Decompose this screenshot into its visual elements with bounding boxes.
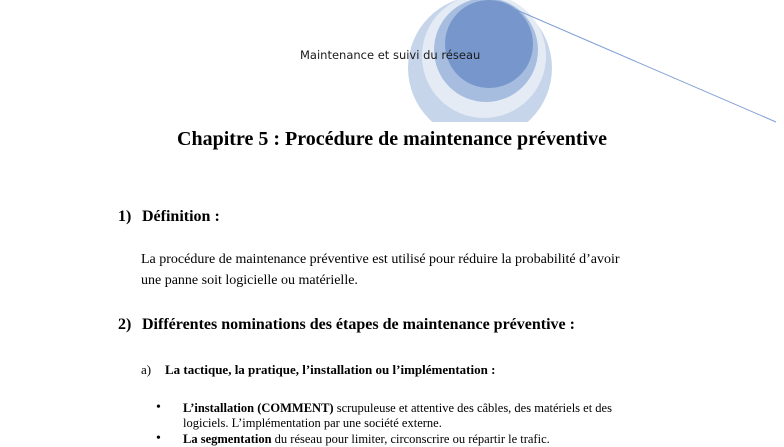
paragraph-line: une panne soit logicielle ou matérielle.: [141, 273, 358, 288]
subsection-letter: a): [141, 362, 152, 377]
bullet-rest: scrupuleuse et attentive des câbles, des matériels et des: [333, 401, 612, 415]
section-number: 2): [118, 316, 132, 333]
bullet-line: [183, 401, 612, 416]
bullet-dot-icon: •: [156, 431, 161, 446]
section-title: Définition :: [142, 208, 220, 225]
bullet-bold-term: La segmentation: [183, 432, 272, 446]
section-heading-nominations: [118, 316, 575, 334]
bullet-dot-icon: •: [156, 400, 161, 415]
bullet-line: [183, 432, 550, 447]
section-title: Différentes nominations des étapes de maintenance préventive :: [142, 316, 575, 333]
bullet-continuation: logiciels. L’implémentation par une société externe.: [183, 416, 442, 430]
running-header: Maintenance et suivi du réseau: [300, 48, 481, 62]
section-heading-definition: [118, 208, 220, 226]
subsection-heading: [141, 362, 495, 378]
bullet-rest: du réseau pour limiter, circonscrire ou répartir le trafic.: [271, 432, 550, 446]
header-decoration: [0, 0, 784, 130]
header-circle-core: [445, 0, 533, 88]
bullet-bold-term: L’installation (COMMENT): [183, 401, 334, 415]
paragraph-line: La procédure de maintenance préventive est utilisé pour réduire la probabilité d’avoir: [141, 252, 620, 267]
chapter-title: Chapitre 5 : Procédure de maintenance préventive: [177, 128, 607, 150]
section-number: 1): [118, 208, 132, 225]
subsection-title: La tactique, la pratique, l’installation ou l’implémentation :: [165, 362, 496, 377]
